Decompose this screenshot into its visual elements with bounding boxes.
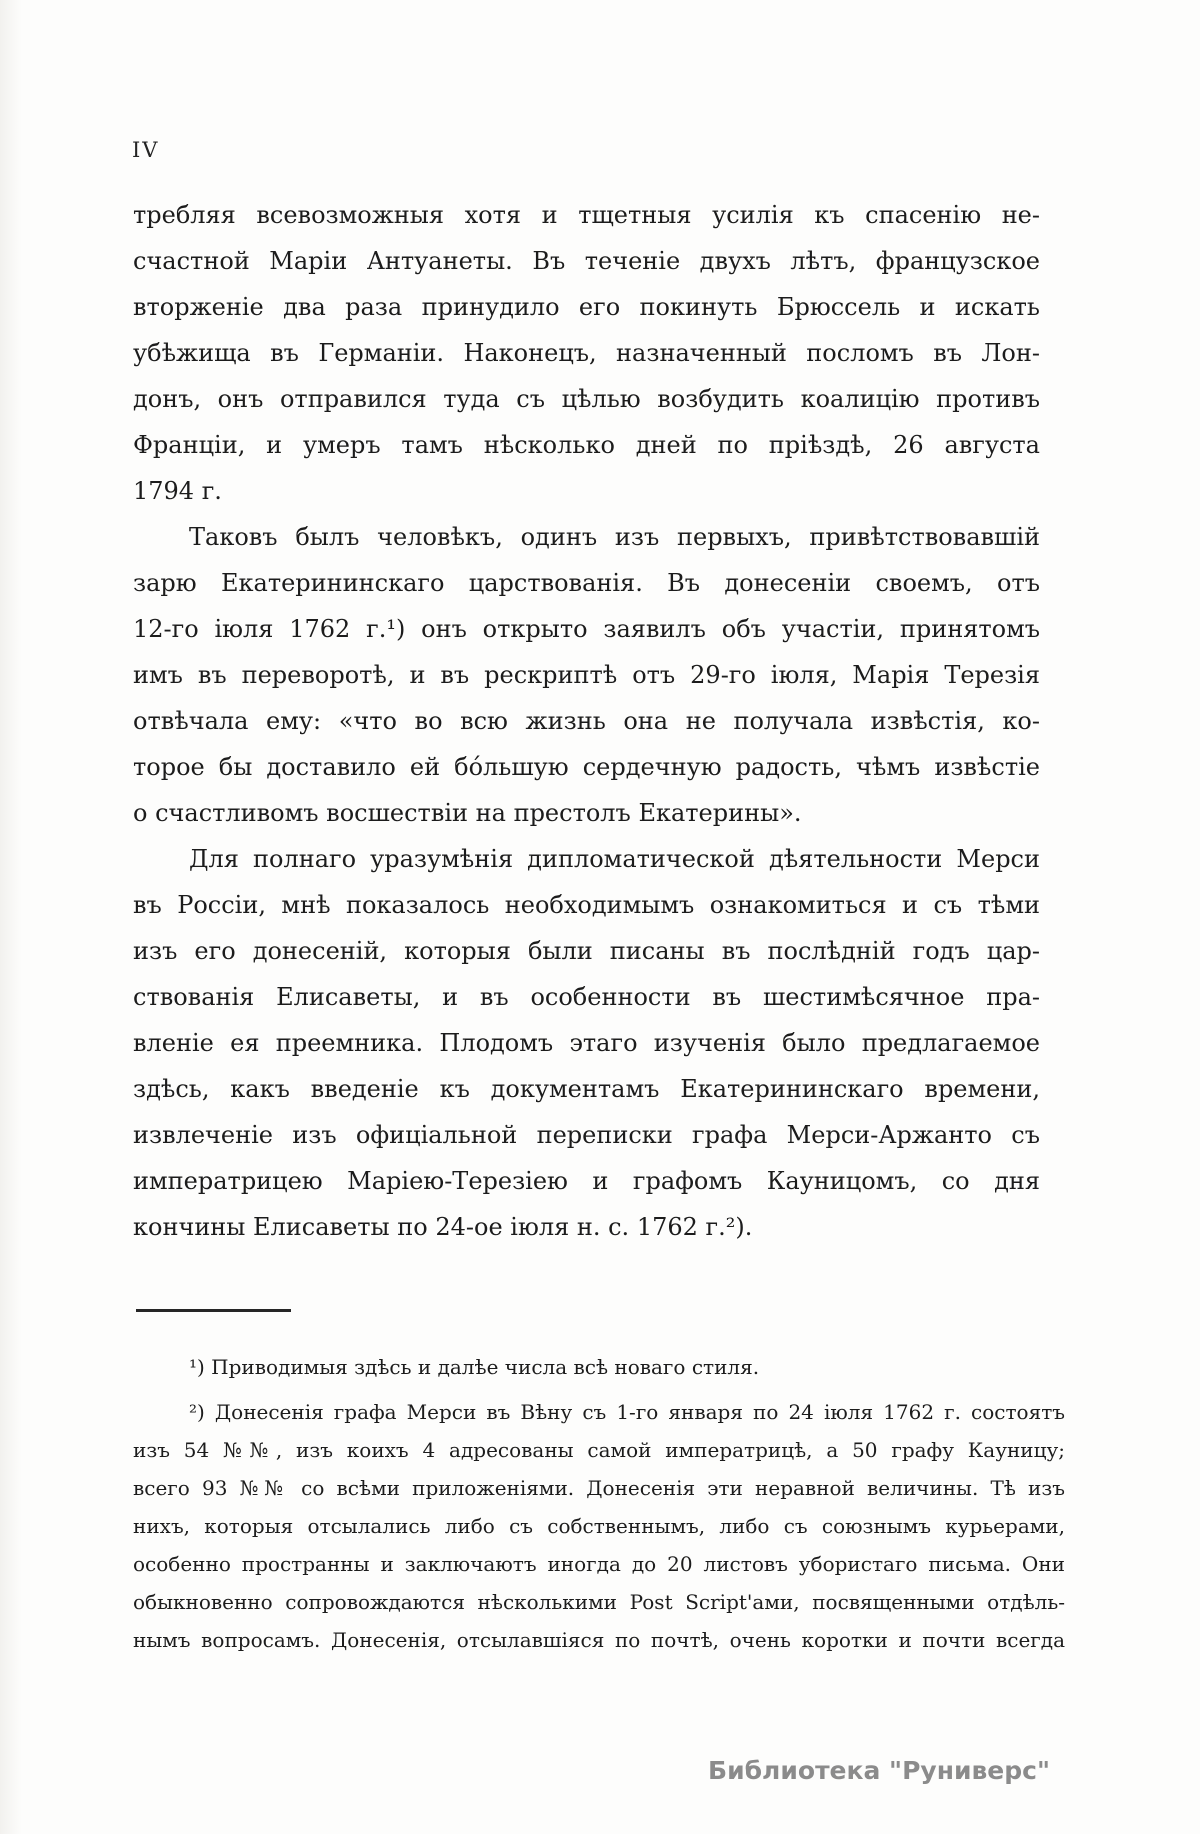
- text-line: здѣсь, какъ введеніе къ документамъ Екатерининскаго времени,: [133, 1075, 1040, 1103]
- text-line: изъ его донесеній, которыя были писаны въ послѣдній годъ цар-: [133, 937, 1040, 965]
- text-line: всего 93 №№ со всѣми приложеніями. Донесенія эти неравной величины. Тѣ изъ: [133, 1476, 1065, 1500]
- paragraph: [133, 836, 1040, 1250]
- text-line: изъ 54 №№, изъ коихъ 4 адресованы самой императрицѣ, а 50 графу Кауницу;: [133, 1438, 1065, 1462]
- text-line: Франціи, и умеръ тамъ нѣсколько дней по пріѣздѣ, 26 августа: [133, 431, 1040, 459]
- text-line: зарю Екатерининскаго царствованія. Въ донесеніи своемъ, отъ: [133, 569, 1040, 597]
- footnote: [133, 1348, 1065, 1386]
- text-line: убѣжища въ Германіи. Наконецъ, назначенный посломъ въ Лон-: [133, 339, 1040, 367]
- text-line: имъ въ переворотѣ, и въ рескриптѣ отъ 29-го іюля, Марія Терезія: [133, 661, 1040, 689]
- text-line: ¹) Приводимыя здѣсь и далѣе числа всѣ новаго стиля.: [189, 1355, 760, 1379]
- text-line: счастной Маріи Антуанеты. Въ теченіе двухъ лѣтъ, французское: [133, 247, 1040, 275]
- paragraph: [133, 192, 1040, 514]
- text-line: нымъ вопросамъ. Донесенія, отсылавшіяся по почтѣ, очень коротки и почти всегда: [133, 1628, 1065, 1652]
- text-line: о счастливомъ восшествіи на престолъ Екатерины».: [133, 799, 802, 827]
- text-line: императрицею Маріею-Терезіею и графомъ Кауницомъ, со дня: [133, 1167, 1040, 1195]
- text-line: Таковъ былъ человѣкъ, одинъ изъ первыхъ, привѣтствовавшій: [189, 523, 1040, 551]
- text-line: ствованія Елисаветы, и въ особенности въ шестимѣсячное пра-: [133, 983, 1040, 1011]
- text-line: особенно пространны и заключаютъ иногда до 20 листовъ убористаго письма. Они: [133, 1552, 1065, 1576]
- text-line: вленіе ея преемника. Плодомъ этаго изученія было предлагаемое: [133, 1029, 1040, 1057]
- text-line: ²) Донесенія графа Мерси въ Вѣну съ 1-го января по 24 іюля 1762 г. состоятъ: [189, 1400, 1065, 1424]
- text-line: кончины Елисаветы по 24-ое іюля н. с. 1762 г.²).: [133, 1213, 753, 1241]
- text-line: донъ, онъ отправился туда съ цѣлью возбудить коалицію противъ: [133, 385, 1040, 413]
- text-line: требляя всевозможныя хотя и тщетныя усилія къ спасенію не-: [133, 201, 1040, 229]
- text-line: Для полнаго уразумѣнія дипломатической дѣятельности Мерси: [189, 845, 1040, 873]
- text-line: нихъ, которыя отсылались либо съ собственнымъ, либо съ союзнымъ курьерами,: [133, 1514, 1065, 1538]
- text-line: торое бы доставило ей бо́льшую сердечную радость, чѣмъ извѣстіе: [133, 753, 1040, 781]
- text-line: отвѣчала ему: «что во всю жизнь она не получала извѣстія, ко-: [133, 707, 1040, 735]
- page-number: IV: [132, 138, 160, 162]
- text-line: 1794 г.: [133, 477, 222, 505]
- footnotes-block: [133, 1348, 1065, 1659]
- text-line: 12-го іюля 1762 г.¹) онъ открыто заявилъ объ участіи, принятомъ: [133, 615, 1040, 643]
- text-line: въ Россіи, мнѣ показалось необходимымъ ознакомиться и съ тѣми: [133, 891, 1040, 919]
- main-text-block: [133, 192, 1040, 1250]
- footnote: [133, 1393, 1065, 1659]
- library-watermark: Библиотека "Руниверс": [708, 1756, 1050, 1785]
- text-line: извлеченіе изъ офиціальной переписки графа Мерси-Аржанто съ: [133, 1121, 1040, 1149]
- footnote-separator-rule: [136, 1309, 291, 1312]
- paragraph: [133, 514, 1040, 836]
- text-line: вторженіе два раза принудило его покинуть Брюссель и искать: [133, 293, 1040, 321]
- text-line: обыкновенно сопровождаются нѣсколькими Post Script'ами, посвященными отдѣль-: [133, 1590, 1065, 1614]
